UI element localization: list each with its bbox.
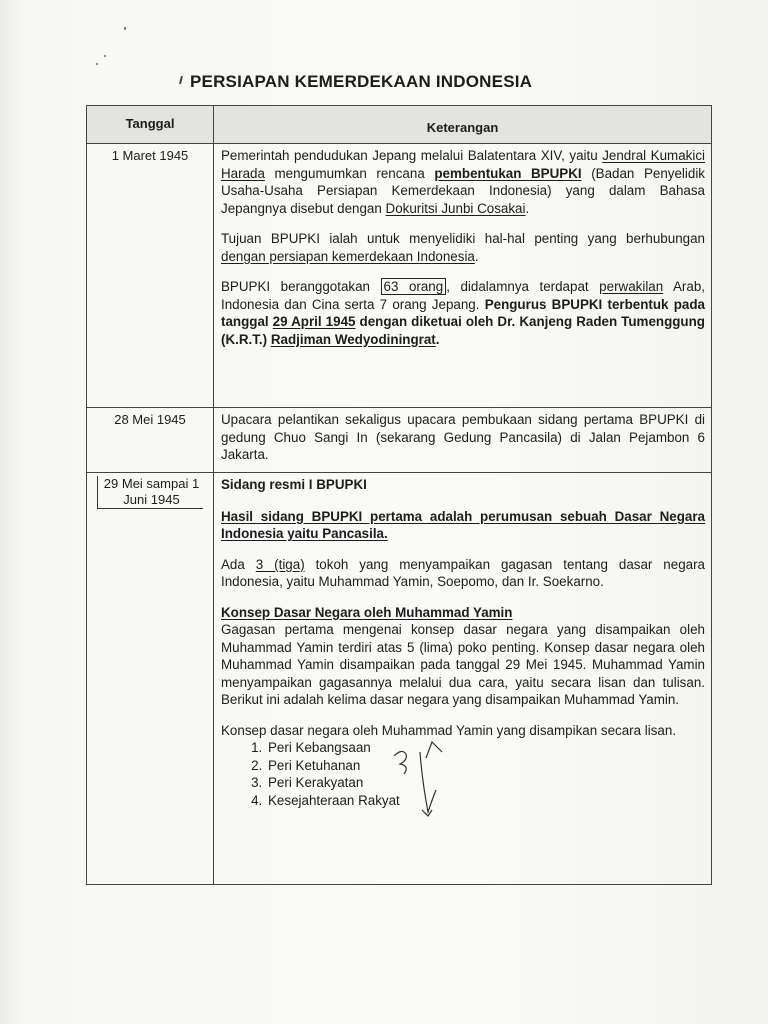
underlined-text: perwakilan — [599, 279, 664, 294]
bold-text: Pengurus BPUPKI terbentuk pada tanggal — [221, 296, 705, 329]
date-cell — [87, 144, 214, 408]
underlined-term: Dokuritsi Junbi Cosakai — [385, 200, 526, 216]
text-run: Pemerintah pendudukan Jepang melalui Balatentara XIV, yaitu — [221, 148, 603, 163]
text-run: BPUPKI beranggotakan — [221, 279, 381, 294]
list-item: 2. Peri Ketuhanan — [266, 757, 705, 775]
list-item: 3. Peri Kerakyatan — [266, 774, 705, 792]
scan-speck — [104, 55, 106, 57]
text-run: mengumumkan rencana — [264, 165, 435, 181]
header-tanggal: Tanggal — [87, 106, 214, 144]
paragraph: Konsep dasar negara oleh Muhammad Yamin yang disampikan secara lisan. — [221, 722, 677, 738]
bold-underlined-paragraph: Hasil sidang BPUPKI pertama adalah perumusan sebuah Dasar Negara Indonesia yaitu Pancasila. — [221, 508, 705, 541]
underlined-text: 3 (tiga) — [255, 556, 305, 572]
date-cell — [87, 408, 214, 473]
table-header-row — [87, 106, 712, 144]
table-row — [87, 408, 712, 473]
text-run: , didalamnya terdapat — [446, 279, 600, 294]
text-run: . — [435, 331, 440, 347]
description-cell — [214, 408, 712, 473]
table-row — [87, 473, 712, 885]
paragraph: Upacara pelantikan sekaligus upacara pembukaan sidang pertama BPUPKI di gedung Chuo Sangi In (sekarang Gedung Pancasila) di Jalan Pejambon 6 Jakarta. — [221, 412, 705, 462]
text-run: . — [474, 248, 479, 264]
paragraph: Gagasan pertama mengenai konsep dasar negara yang disampaikan oleh Muhammad Yamin terdiri atas 5 (lima) poko penting. Konsep dasar negara oleh Muhammad Yamin disampaikan pada tanggal 29 Mei 1945. Muhammad Yamin menyampaikan gagasannya melalui dua cara, yaitu secara lisan dan tulisan. Berikut ini adalah kelima dasar negara yang disampaikan Muhammad Yamin. — [221, 622, 705, 707]
list-item: 1. Peri Kebangsaan — [266, 739, 705, 757]
pen-tick-mark — [179, 76, 183, 84]
date-text: 28 Mei 1945 — [114, 412, 186, 427]
boxed-annotation: 63 orang — [381, 278, 447, 295]
paragraph — [221, 147, 705, 217]
scan-speck — [124, 27, 126, 30]
section-heading: Sidang resmi I BPUPKI — [221, 477, 367, 492]
text-run: Tujuan BPUPKI ialah untuk menyelidiki hal-hal penting yang berhubungan — [221, 231, 705, 246]
header-keterangan: Keterangan — [214, 106, 712, 144]
table-row — [87, 144, 712, 408]
numbered-list — [221, 739, 705, 809]
bold-underlined-name: Radjiman Wedyodiningrat — [270, 331, 436, 347]
handwritten-date-bracket — [97, 476, 203, 509]
underlined-name: Jendral Kumakici Harada — [221, 148, 705, 181]
subheading: Konsep Dasar Negara oleh Muhammad Yamin — [221, 604, 513, 620]
scan-speck — [96, 63, 98, 65]
paragraph — [221, 230, 705, 265]
handwritten-arrow-scribble-icon — [392, 740, 452, 820]
date-cell — [87, 473, 214, 885]
date-text-line: Juni 1945 — [123, 492, 180, 507]
description-cell — [214, 473, 712, 885]
paragraph — [221, 556, 705, 591]
bold-underlined-date: 29 April 1945 — [272, 314, 356, 329]
text-run: (Badan Penyelidik Usaha-Usaha Persiapan Kemerdekaan Indonesia) yang dalam Bahasa Jepangnya disebut dengan — [221, 165, 705, 216]
bold-underlined-text: pembentukan BPUPKI — [434, 165, 582, 181]
page-title: PERSIAPAN KEMERDEKAAN INDONESIA — [190, 72, 533, 91]
text-run: tokoh yang menyampaikan gagasan tentang dasar negara Indonesia, yaitu Muhammad Yamin, Soepomo, dan Ir. Soekarno. — [221, 556, 706, 589]
underlined-text: dengan persiapan kemerdekaan Indonesia — [221, 248, 475, 264]
paragraph — [221, 278, 705, 348]
date-text-line: 29 Mei sampai 1 — [103, 476, 200, 491]
date-text: 1 Maret 1945 — [111, 148, 189, 163]
bold-text: dengan diketuai oleh Dr. Kanjeng Raden Tumenggung (K.R.T.) — [221, 314, 705, 347]
description-cell — [214, 144, 712, 408]
text-run: Ada — [221, 556, 256, 572]
text-run: Arab, Indonesia dan Cina serta 7 orang Jepang. — [221, 279, 705, 312]
text-run: . — [525, 200, 530, 216]
list-item: 4. Kesejahteraan Rakyat — [266, 792, 705, 810]
